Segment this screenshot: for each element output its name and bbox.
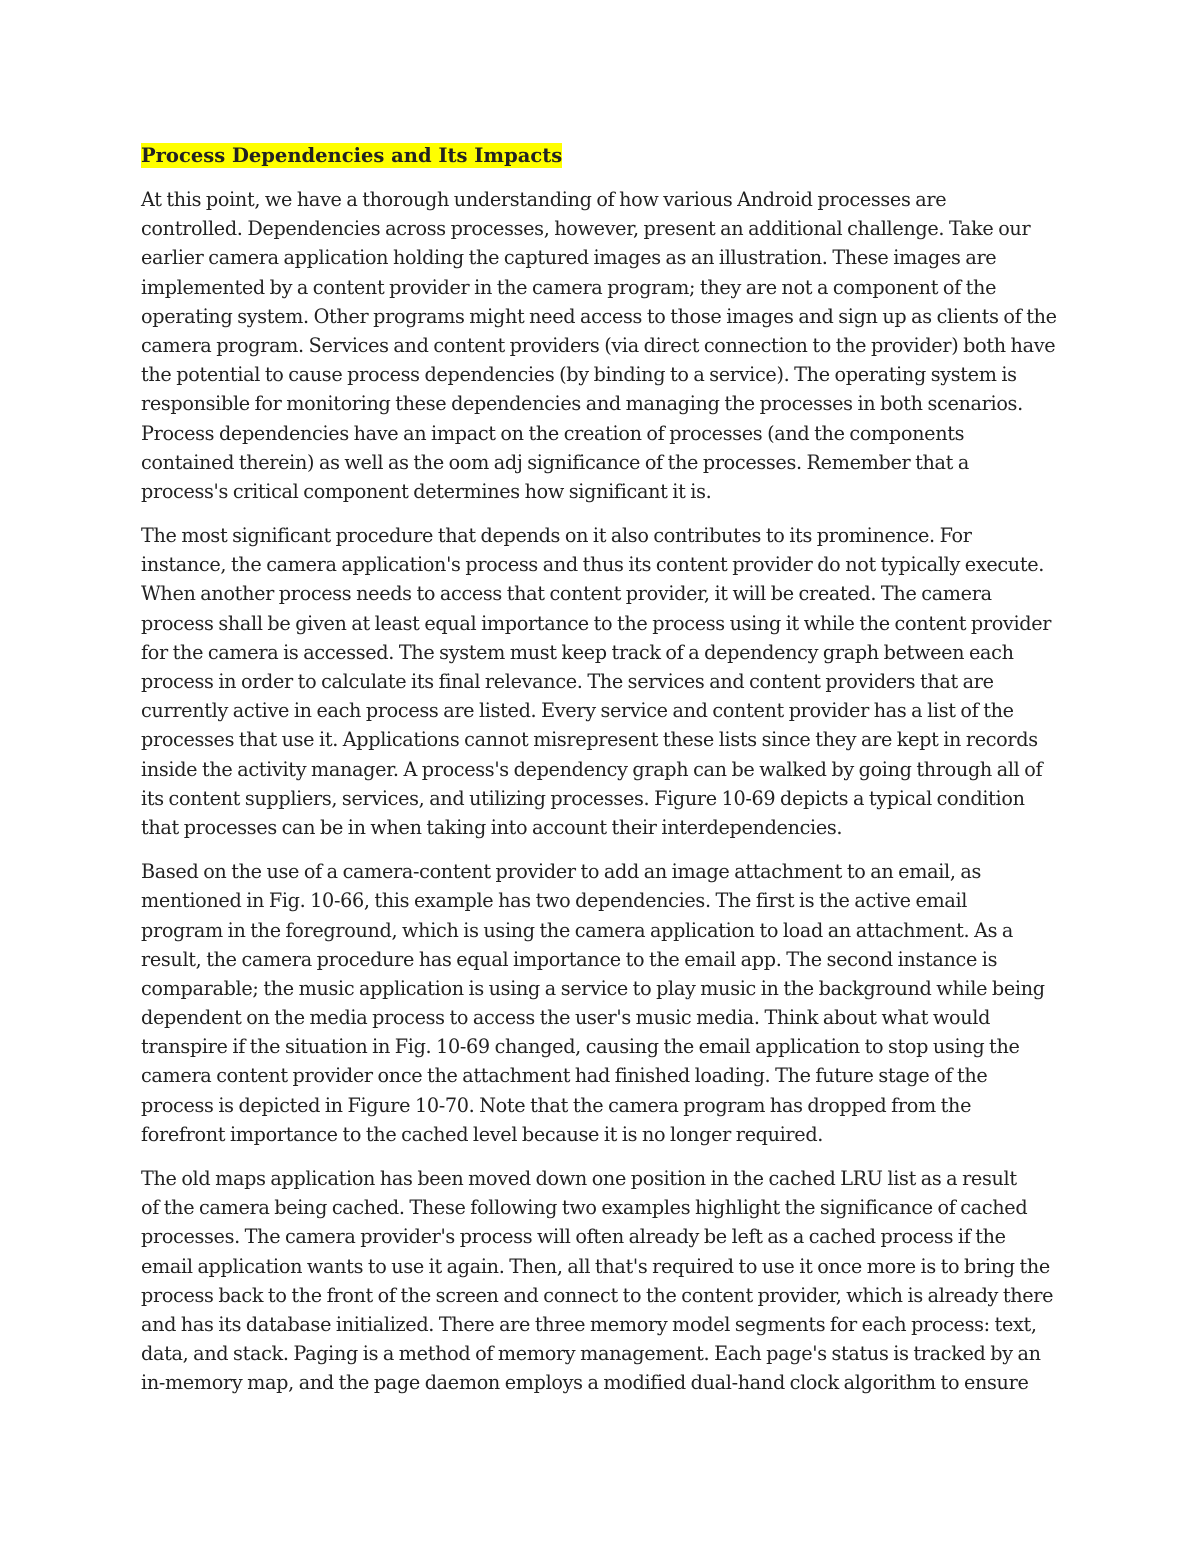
- text-line: of the camera being cached. These following two examples highlight the significance of cached: [141, 1196, 1028, 1220]
- text-line: operating system. Other programs might need access to those images and sign up as clients of the: [141, 304, 1057, 328]
- text-line: implemented by a content provider in the camera program; they are not a component of the: [141, 275, 997, 299]
- text-line: email application wants to use it again. Then, all that's required to use it once more is to bring the: [141, 1254, 1050, 1278]
- text-line: controlled. Dependencies across processes, however, present an additional challenge. Take our: [141, 217, 1031, 241]
- text-line: data, and stack. Paging is a method of memory management. Each page's status is tracked by an: [141, 1342, 1041, 1366]
- text-line: instance, the camera application's process and thus its content provider do not typically execute.: [141, 553, 1045, 577]
- text-line: Process dependencies have an impact on the creation of processes (and the components: [141, 421, 965, 445]
- text-line: dependent on the media process to access the user's music media. Think about what would: [141, 1006, 991, 1030]
- paragraph-4: [141, 1164, 1063, 1398]
- text-line: comparable; the music application is using a service to play music in the background while being: [141, 976, 1045, 1000]
- highlighted-title-text: Process Dependencies and Its Impacts: [141, 144, 563, 167]
- text-line: Based on the use of a camera-content provider to add an image attachment to an email, as: [141, 860, 982, 884]
- paragraph-3: [141, 857, 1063, 1149]
- text-line: camera program. Services and content providers (via direct connection to the provider) both have: [141, 333, 1056, 357]
- document-body: [141, 141, 1063, 1413]
- text-line: When another process needs to access that content provider, it will be created. The camera: [141, 582, 992, 606]
- text-line: result, the camera procedure has equal importance to the email app. The second instance is: [141, 947, 998, 971]
- paragraph-1: [141, 185, 1063, 506]
- text-line: contained therein) as well as the oom adj significance of the processes. Remember that a: [141, 450, 969, 474]
- text-line: The old maps application has been moved down one position in the cached LRU list as a result: [141, 1167, 1017, 1190]
- text-line: the potential to cause process dependencies (by binding to a service). The operating system is: [141, 363, 1017, 387]
- text-line: process is depicted in Figure 10-70. Note that the camera program has dropped from the: [141, 1093, 972, 1117]
- text-line: mentioned in Fig. 10-66, this example has two dependencies. The first is the active email: [141, 889, 968, 913]
- text-line: At this point, we have a thorough understanding of how various Android processes are: [141, 188, 947, 211]
- text-line: processes. The camera provider's process will often already be left as a cached process if the: [141, 1225, 1006, 1249]
- text-line: process back to the front of the screen and connect to the content provider, which is already there: [141, 1283, 1054, 1307]
- text-line: camera content provider once the attachment had finished loading. The future stage of the: [141, 1064, 988, 1088]
- paragraph-container: [141, 185, 1063, 1398]
- text-line: in-memory map, and the page daemon employs a modified dual-hand clock algorithm to ensure: [141, 1371, 1029, 1395]
- text-line: process shall be given at least equal importance to the process using it while the content provider: [141, 611, 1052, 635]
- text-line: process's critical component determines how significant it is.: [141, 479, 712, 503]
- text-line: for the camera is accessed. The system must keep track of a dependency graph between each: [141, 640, 1014, 664]
- text-line: program in the foreground, which is using the camera application to load an attachment. As a: [141, 918, 1014, 942]
- text-line: currently active in each process are listed. Every service and content provider has a list of the: [141, 699, 1014, 723]
- text-line: responsible for monitoring these dependencies and managing the processes in both scenarios.: [141, 392, 1023, 416]
- section-title: [141, 141, 1063, 170]
- text-line: The most significant procedure that depends on it also contributes to its prominence. For: [141, 524, 972, 548]
- text-line: that processes can be in when taking into account their interdependencies.: [141, 815, 843, 839]
- text-line: process in order to calculate its final relevance. The services and content providers that are: [141, 670, 994, 693]
- paragraph-2: [141, 521, 1063, 842]
- text-line: its content suppliers, services, and utilizing processes. Figure 10-69 depicts a typical condition: [141, 786, 1025, 810]
- text-line: forefront importance to the cached level because it is no longer required.: [141, 1122, 824, 1146]
- text-line: transpire if the situation in Fig. 10-69 changed, causing the email application to stop using the: [141, 1035, 1020, 1059]
- text-line: processes that use it. Applications cannot misrepresent these lists since they are kept in records: [141, 728, 1038, 752]
- text-line: and has its database initialized. There are three memory model segments for each process: text,: [141, 1312, 1037, 1336]
- text-line: inside the activity manager. A process's dependency graph can be walked by going through all of: [141, 757, 1043, 781]
- text-line: earlier camera application holding the captured images as an illustration. These images are: [141, 246, 997, 270]
